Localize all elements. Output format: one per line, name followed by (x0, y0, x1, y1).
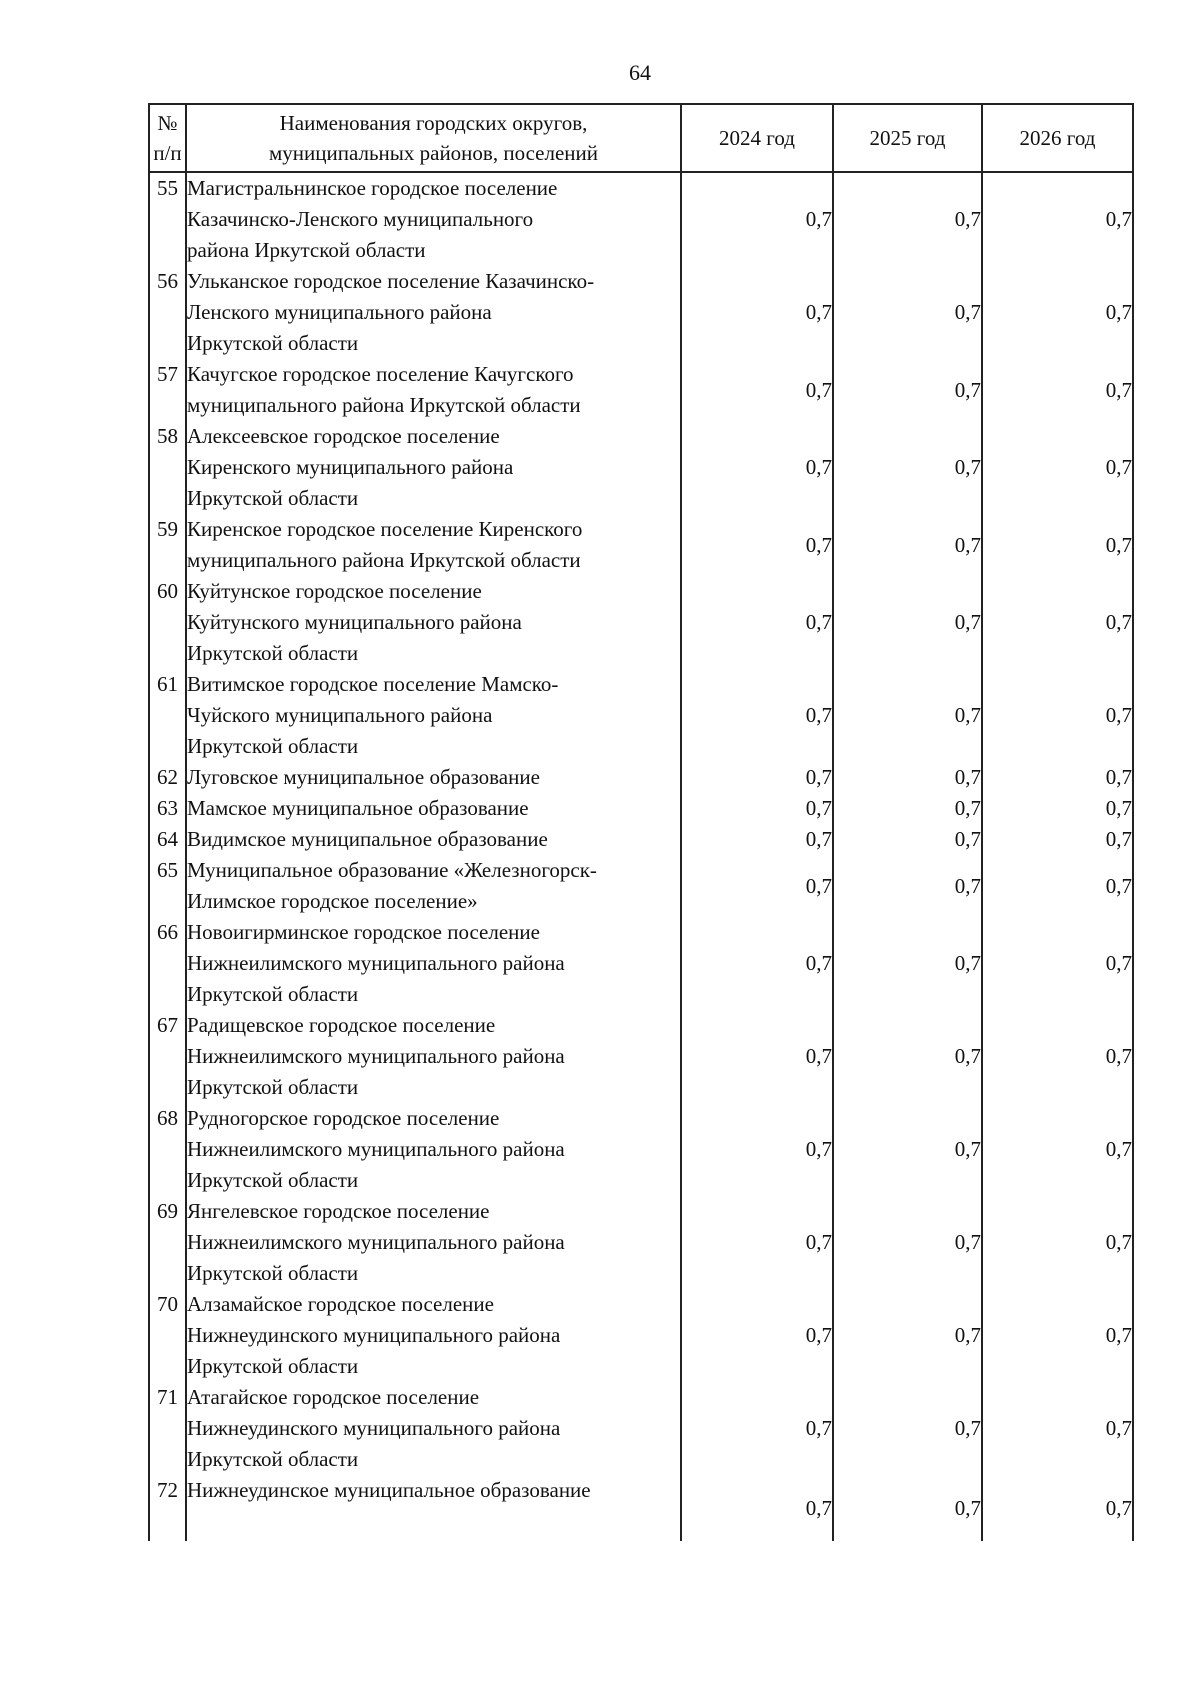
value-2024: 0,7 (681, 762, 833, 793)
value-2025: 0,7 (833, 762, 982, 793)
value-2026: 0,7 (982, 576, 1133, 669)
value-2025: 0,7 (833, 917, 982, 1010)
row-number: 61 (149, 669, 186, 762)
row-number: 66 (149, 917, 186, 1010)
value-2025: 0,7 (833, 1475, 982, 1541)
value-2026: 0,7 (982, 359, 1133, 421)
row-name: Алзамайское городское поселение Нижнеудинского муниципального района Иркутской области (186, 1289, 681, 1382)
row-name: Радищевское городское поселение Нижнеилимского муниципального района Иркутской области (186, 1010, 681, 1103)
row-number: 72 (149, 1475, 186, 1541)
value-2024: 0,7 (681, 1475, 833, 1541)
value-2024: 0,7 (681, 359, 833, 421)
value-2026: 0,7 (982, 1103, 1133, 1196)
value-2026: 0,7 (982, 1382, 1133, 1475)
row-number: 56 (149, 266, 186, 359)
value-2026: 0,7 (982, 669, 1133, 762)
row-name: Куйтунское городское поселение Куйтунского муниципального района Иркутской области (186, 576, 681, 669)
row-name: Алексеевское городское поселение Киренского муниципального района Иркутской области (186, 421, 681, 514)
row-number: 68 (149, 1103, 186, 1196)
table-header-row (149, 104, 1133, 172)
value-2026: 0,7 (982, 855, 1133, 917)
table-row (149, 1382, 1133, 1475)
value-2025: 0,7 (833, 421, 982, 514)
value-2024: 0,7 (681, 421, 833, 514)
row-number: 58 (149, 421, 186, 514)
value-2025: 0,7 (833, 824, 982, 855)
value-2026: 0,7 (982, 1475, 1133, 1541)
value-2024: 0,7 (681, 514, 833, 576)
row-name: Мамское муниципальное образование (186, 793, 681, 824)
value-2024: 0,7 (681, 266, 833, 359)
row-name: Витимское городское поселение Мамско- Чуйского муниципального района Иркутской области (186, 669, 681, 762)
table-row (149, 793, 1133, 824)
table-row (149, 669, 1133, 762)
value-2025: 0,7 (833, 172, 982, 266)
table-row (149, 576, 1133, 669)
row-number: 60 (149, 576, 186, 669)
value-2025: 0,7 (833, 576, 982, 669)
table-row (149, 1196, 1133, 1289)
value-2024: 0,7 (681, 1010, 833, 1103)
header-2024: 2024 год (681, 104, 833, 172)
row-number: 64 (149, 824, 186, 855)
value-2025: 0,7 (833, 1010, 982, 1103)
table-row (149, 421, 1133, 514)
header-2025: 2025 год (833, 104, 982, 172)
table-row (149, 1475, 1133, 1541)
row-number: 65 (149, 855, 186, 917)
row-number: 71 (149, 1382, 186, 1475)
value-2026: 0,7 (982, 1196, 1133, 1289)
row-name: Муниципальное образование «Железногорск- Илимское городское поселение» (186, 855, 681, 917)
value-2024: 0,7 (681, 1103, 833, 1196)
header-2026: 2026 год (982, 104, 1133, 172)
row-number: 59 (149, 514, 186, 576)
row-name: Рудногорское городское поселение Нижнеилимского муниципального района Иркутской области (186, 1103, 681, 1196)
value-2024: 0,7 (681, 917, 833, 1010)
allocation-table (148, 103, 1134, 1541)
value-2026: 0,7 (982, 762, 1133, 793)
row-name: Новоигирминское городское поселение Нижнеилимского муниципального района Иркутской области (186, 917, 681, 1010)
table-row (149, 514, 1133, 576)
header-name: Наименования городских округов, муниципальных районов, поселений (186, 104, 681, 172)
value-2025: 0,7 (833, 669, 982, 762)
row-name: Янгелевское городское поселение Нижнеилимского муниципального района Иркутской области (186, 1196, 681, 1289)
row-number: 70 (149, 1289, 186, 1382)
row-number: 55 (149, 172, 186, 266)
value-2025: 0,7 (833, 1196, 982, 1289)
value-2024: 0,7 (681, 576, 833, 669)
header-number: № п/п (149, 104, 186, 172)
value-2025: 0,7 (833, 855, 982, 917)
table-row (149, 1103, 1133, 1196)
value-2025: 0,7 (833, 1289, 982, 1382)
value-2024: 0,7 (681, 172, 833, 266)
value-2026: 0,7 (982, 1010, 1133, 1103)
value-2026: 0,7 (982, 824, 1133, 855)
value-2024: 0,7 (681, 669, 833, 762)
value-2025: 0,7 (833, 1103, 982, 1196)
table-row (149, 172, 1133, 266)
value-2026: 0,7 (982, 421, 1133, 514)
value-2026: 0,7 (982, 917, 1133, 1010)
value-2025: 0,7 (833, 793, 982, 824)
value-2025: 0,7 (833, 1382, 982, 1475)
row-number: 57 (149, 359, 186, 421)
row-name: Нижнеудинское муниципальное образование (186, 1475, 681, 1541)
value-2025: 0,7 (833, 359, 982, 421)
value-2024: 0,7 (681, 1289, 833, 1382)
table-row (149, 855, 1133, 917)
table-row (149, 824, 1133, 855)
value-2024: 0,7 (681, 1382, 833, 1475)
row-name: Атагайское городское поселение Нижнеудинского муниципального района Иркутской области (186, 1382, 681, 1475)
row-name: Киренское городское поселение Киренского муниципального района Иркутской области (186, 514, 681, 576)
row-name: Качугское городское поселение Качугского муниципального района Иркутской области (186, 359, 681, 421)
page-number: 64 (629, 60, 651, 85)
value-2026: 0,7 (982, 172, 1133, 266)
value-2025: 0,7 (833, 266, 982, 359)
row-number: 63 (149, 793, 186, 824)
row-number: 62 (149, 762, 186, 793)
value-2026: 0,7 (982, 1289, 1133, 1382)
value-2024: 0,7 (681, 824, 833, 855)
value-2024: 0,7 (681, 793, 833, 824)
row-name: Магистральнинское городское поселение Казачинско-Ленского муниципального района Иркутской области (186, 172, 681, 266)
table-row (149, 917, 1133, 1010)
value-2026: 0,7 (982, 514, 1133, 576)
table-row (149, 359, 1133, 421)
value-2025: 0,7 (833, 514, 982, 576)
row-name: Луговское муниципальное образование (186, 762, 681, 793)
table-row (149, 266, 1133, 359)
row-name: Ульканское городское поселение Казачинско- Ленского муниципального района Иркутской области (186, 266, 681, 359)
value-2024: 0,7 (681, 1196, 833, 1289)
row-number: 67 (149, 1010, 186, 1103)
value-2026: 0,7 (982, 266, 1133, 359)
table-row (149, 1289, 1133, 1382)
value-2026: 0,7 (982, 793, 1133, 824)
row-name: Видимское муниципальное образование (186, 824, 681, 855)
table-row (149, 762, 1133, 793)
row-number: 69 (149, 1196, 186, 1289)
value-2024: 0,7 (681, 855, 833, 917)
table-row (149, 1010, 1133, 1103)
